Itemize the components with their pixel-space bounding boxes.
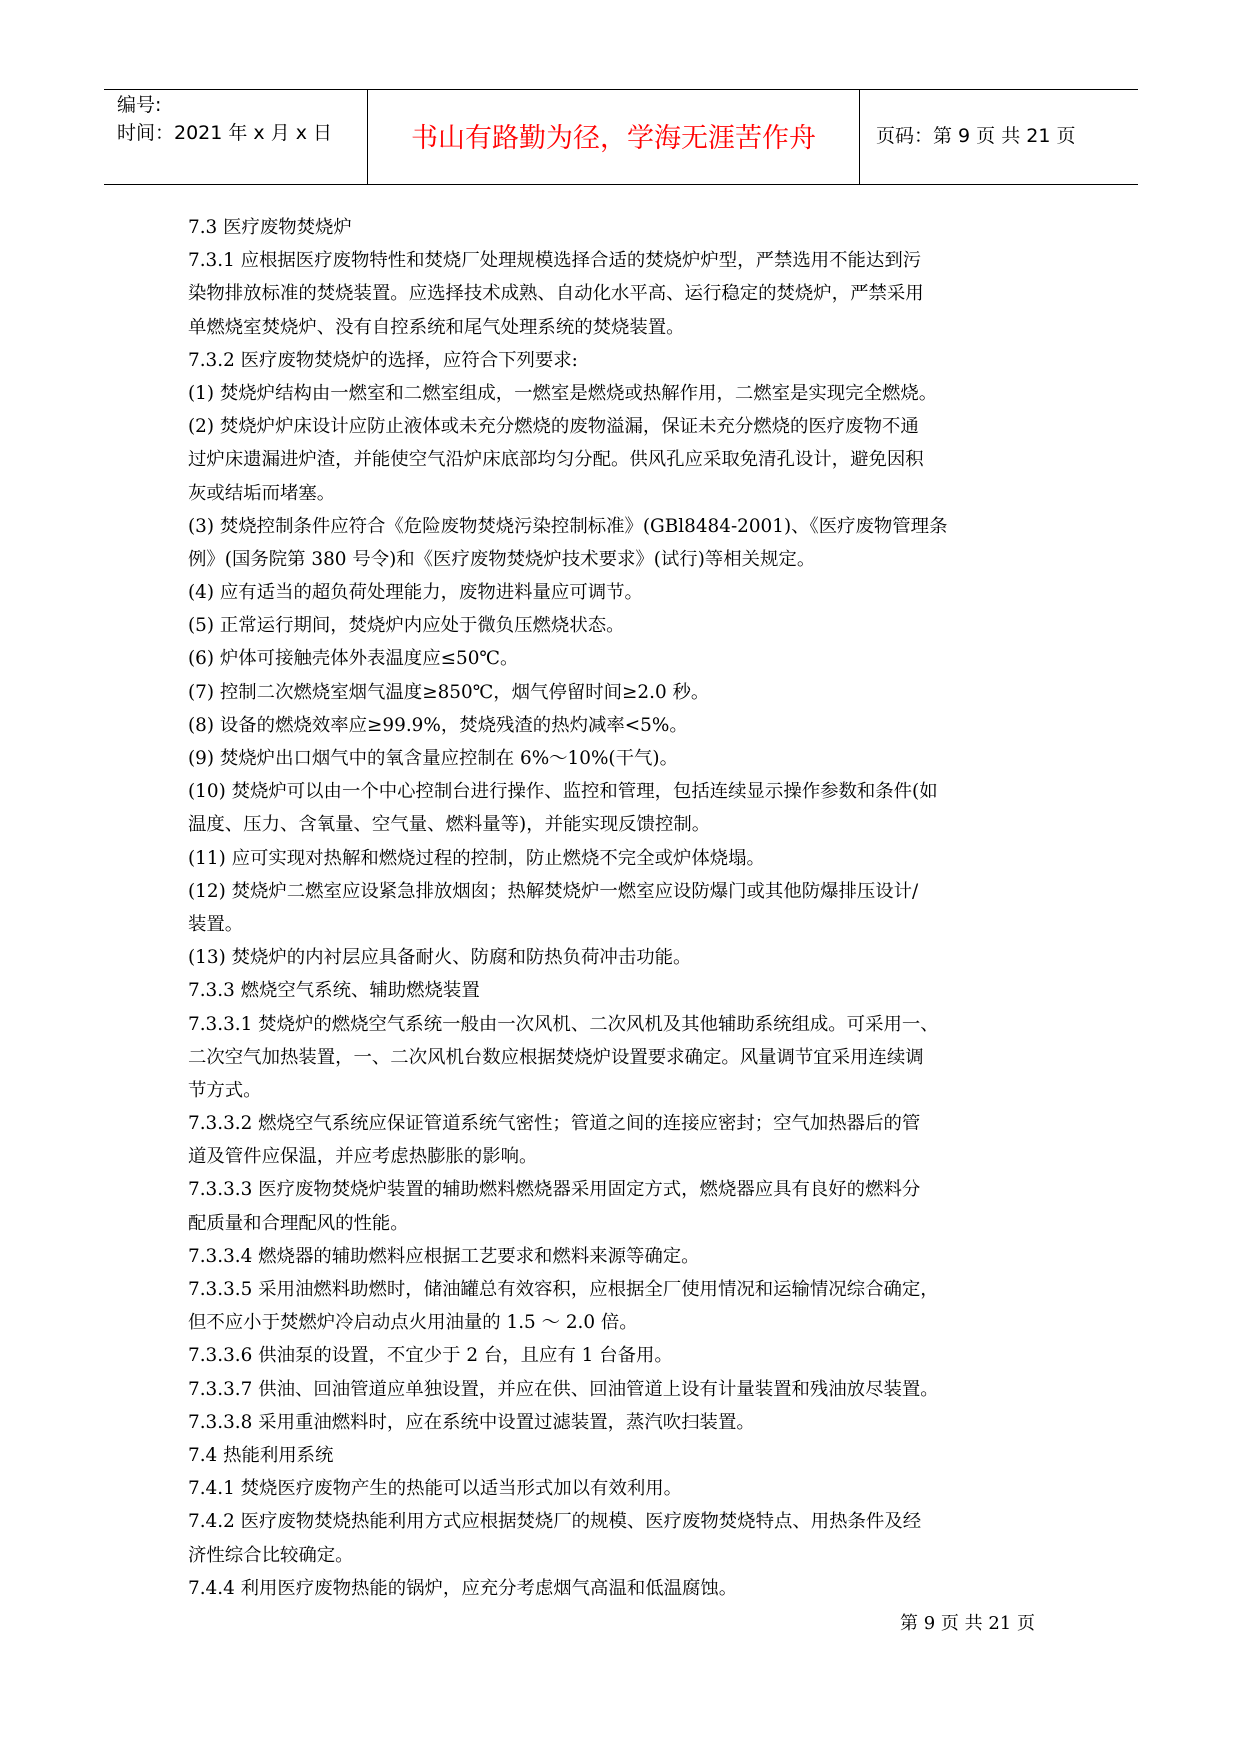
list-item-line: 例》(国务院第 380 号令)和《医疗废物焚烧炉技术要求》(试行)等相关规定。: [188, 548, 816, 570]
list-item-line: (3) 焚烧控制条件应符合《危险废物焚烧污染控制标准》(GBl8484-2001)、《医疗废物管理条: [188, 515, 948, 537]
header-motto: 书山有路勤为径，学海无涯苦作舟: [411, 123, 816, 154]
section-heading: 7.4 热能利用系统: [188, 1444, 334, 1466]
paragraph-line: 配质量和合理配风的性能。: [188, 1212, 409, 1234]
list-item-line: 温度、压力、含氧量、空气量、燃料量等)，并能实现反馈控制。: [188, 814, 711, 836]
list-item-line: 过炉床遗漏进炉渣，并能使空气沿炉床底部均匀分配。供风孔应采取免清孔设计，避免因积: [188, 449, 924, 471]
paragraph-line: 7.4.2 医疗废物焚烧热能利用方式应根据焚烧厂的规模、医疗废物焚烧特点、用热条件及经: [188, 1511, 922, 1533]
list-item-line: (5) 正常运行期间，焚烧炉内应处于微负压燃烧状态。: [188, 615, 625, 637]
paragraph-line: 7.3.3.7 供油、回油管道应单独设置，并应在供、回油管道上设有计量装置和残油放尽装置。: [188, 1378, 939, 1400]
list-item-line: 灰或结垢而堵塞。: [188, 482, 336, 504]
paragraph-line: 7.3.3.5 采用油燃料助燃时，储油罐总有效容积，应根据全厂使用情况和运输情况综合确定，: [188, 1279, 939, 1300]
list-item-line: 装置。: [188, 913, 244, 935]
list-item-line: (10) 焚烧炉可以由一个中心控制台进行操作、监控和管理，包括连续显示操作参数和条件(如: [188, 781, 938, 803]
paragraph-line: 二次空气加热装置，一、二次风机台数应根据焚烧炉设置要求确定。风量调节宜采用连续调: [188, 1046, 924, 1068]
list-item-line: (4) 应有适当的超负荷处理能力，废物进料量应可调节。: [188, 582, 643, 604]
paragraph-line: 7.4.1 焚烧医疗废物产生的热能可以适当形式加以有效利用。: [188, 1478, 683, 1500]
paragraph-line: 染物排放标准的焚烧装置。应选择技术成熟、自动化水平高、运行稳定的焚烧炉，严禁采用: [188, 283, 924, 305]
paragraph-line: 7.3.3.3 医疗废物焚烧炉装置的辅助燃料燃烧器采用固定方式，燃烧器应具有良好的燃料分: [188, 1179, 921, 1201]
list-item-line: (13) 焚烧炉的内衬层应具备耐火、防腐和防热负荷冲击功能。: [188, 947, 692, 969]
paragraph-line: 7.3.3.4 燃烧器的辅助燃料应根据工艺要求和燃料来源等确定。: [188, 1245, 700, 1267]
list-item-line: (1) 焚烧炉结构由一燃室和二燃室组成，一燃室是燃烧或热解作用，二燃室是实现完全燃烧。: [188, 382, 938, 404]
paragraph-line: 7.3.2 医疗废物焚烧炉的选择，应符合下列要求:: [188, 349, 578, 371]
list-item-line: (9) 焚烧炉出口烟气中的氧含量应控制在 6%～10%(干气)。: [188, 748, 678, 769]
paragraph-line: 但不应小于焚燃炉冷启动点火用油量的 1.5 ～ 2.0 倍。: [188, 1312, 638, 1334]
paragraph-line: 济性综合比较确定。: [188, 1544, 354, 1566]
section-heading: 7.3.3 燃烧空气系统、辅助燃烧装置: [188, 980, 480, 1002]
header-page-cell: [860, 90, 1138, 184]
list-item-line: (7) 控制二次燃烧室烟气温度≥850℃，烟气停留时间≥2.0 秒。: [188, 681, 710, 703]
paragraph-line: 7.4.4 利用医疗废物热能的锅炉，应充分考虑烟气高温和低温腐蚀。: [188, 1577, 738, 1599]
list-item-line: (11) 应可实现对热解和燃烧过程的控制，防止燃烧不完全或炉体烧塌。: [188, 847, 765, 869]
document-number-label: 编号:: [117, 94, 162, 116]
paragraph-line: 节方式。: [188, 1079, 262, 1101]
header-info-cell: [104, 90, 368, 184]
list-item-line: (2) 焚烧炉炉床设计应防止液体或未充分燃烧的废物溢漏，保证未充分燃烧的医疗废物不通: [188, 416, 919, 438]
paragraph-line: 7.3.3.2 燃烧空气系统应保证管道系统气密性；管道之间的连接应密封；空气加热器后的管: [188, 1113, 921, 1135]
list-item-line: (12) 焚烧炉二燃室应设紧急排放烟囱；热解焚烧炉一燃室应设防爆门或其他防爆排压设计/: [188, 880, 919, 902]
header-page-code: 页码：第 9 页 共 21 页: [876, 125, 1076, 147]
paragraph-line: 道及管件应保温，并应考虑热膨胀的影响。: [188, 1146, 538, 1168]
document-body: [188, 211, 1061, 1605]
document-time: 时间：2021 年 x 月 x 日: [117, 122, 333, 144]
paragraph-line: 7.3.1 应根据医疗废物特性和焚烧厂处理规模选择合适的焚烧炉炉型，严禁选用不能达到污: [188, 250, 922, 272]
header-motto-cell: [368, 90, 860, 184]
list-item-line: (6) 炉体可接触壳体外表温度应≤50℃。: [188, 648, 519, 670]
paragraph-line: 7.3.3.8 采用重油燃料时，应在系统中设置过滤装置，蒸汽吹扫装置。: [188, 1411, 755, 1433]
page-footer-number: 第 9 页 共 21 页: [900, 1613, 1035, 1634]
paragraph-line: 7.3.3.6 供油泵的设置，不宜少于 2 台，且应有 1 台备用。: [188, 1345, 673, 1367]
list-item-line: (8) 设备的燃烧效率应≥99.9%，焚烧残渣的热灼减率<5%。: [188, 714, 688, 736]
section-heading: 7.3 医疗废物焚烧炉: [188, 217, 352, 238]
page-header: [104, 89, 1138, 185]
paragraph-line: 7.3.3.1 焚烧炉的燃烧空气系统一般由一次风机、二次风机及其他辅助系统组成。可采用一、: [188, 1013, 939, 1035]
paragraph-line: 单燃烧室焚烧炉、没有自控系统和尾气处理系统的焚烧装置。: [188, 316, 685, 338]
